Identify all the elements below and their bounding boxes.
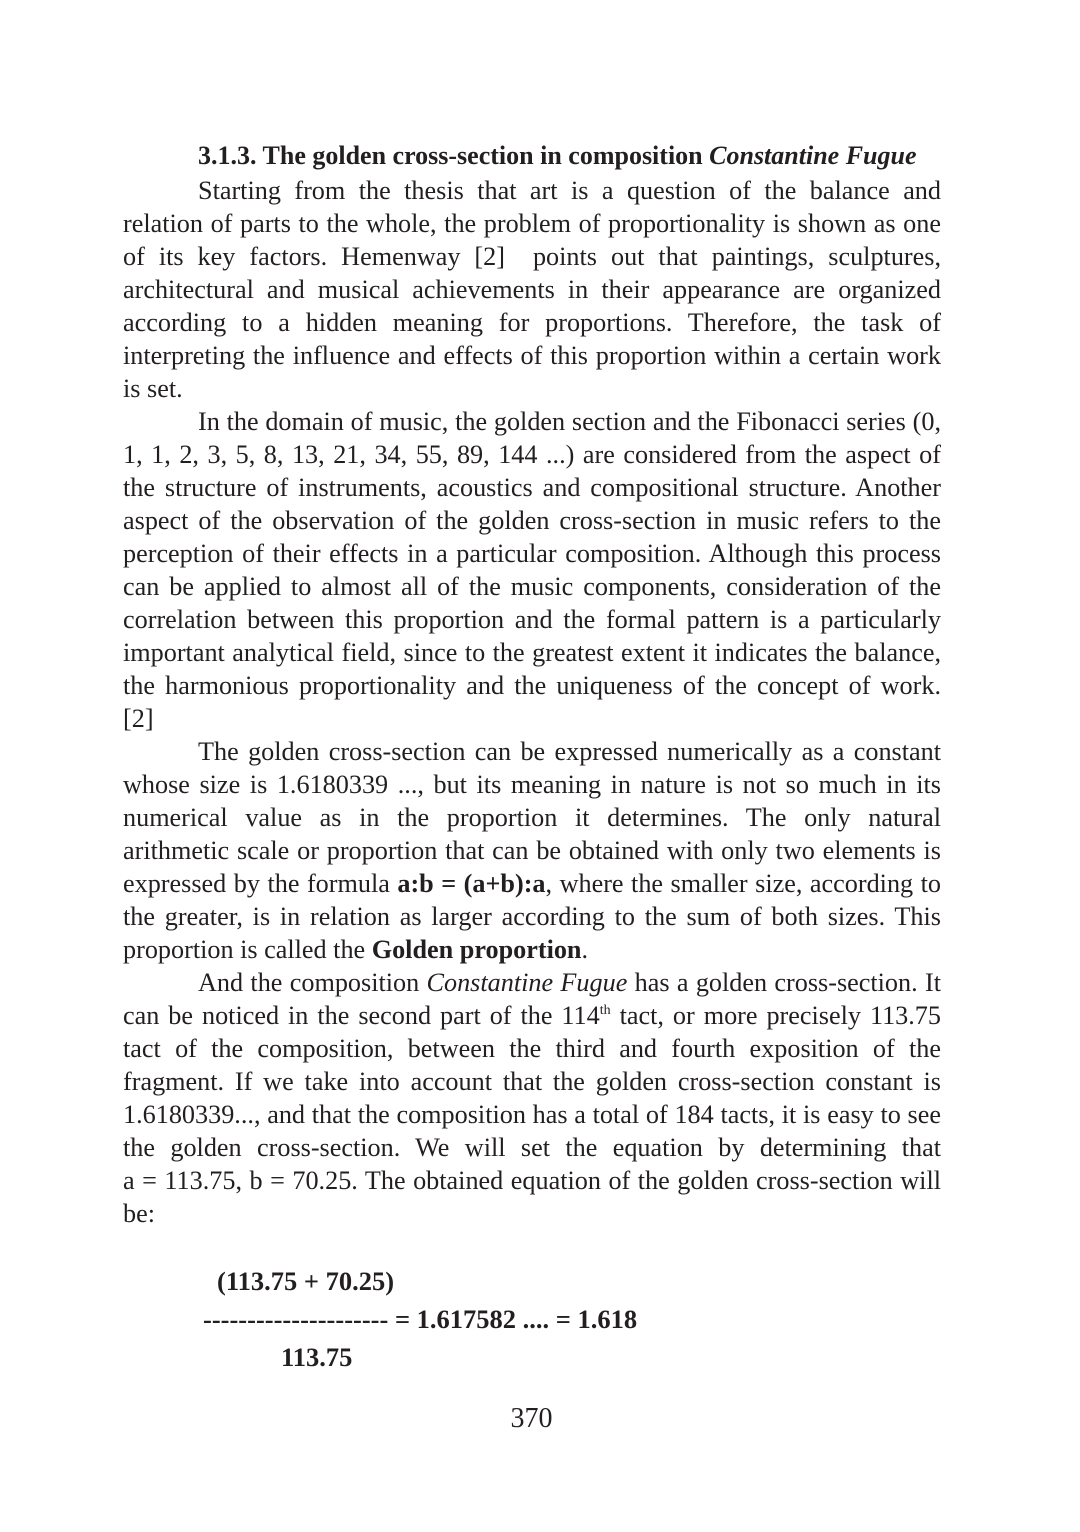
paragraph-proportionality: Starting from the thesis that art is a question of the balance and relation of parts to the whole, the problem of proportionality is shown as one of its key factors. Hemenway [2] points out that paintings, sculptures, architectural and musical achievements in their appearance are organized according to a hidden meaning for proportions. Therefore, the task of interpreting the influence and effects of this proportion within a certain work is set.	[123, 176, 941, 403]
paragraph-text: .	[581, 935, 589, 964]
section-heading-work-title: Constantine Fugue	[709, 141, 917, 170]
ordinal-superscript: th	[599, 1003, 611, 1018]
work-title: Constantine Fugue	[426, 968, 628, 997]
paragraph-text: And the composition	[198, 968, 427, 997]
paragraph-text: The golden cross-section can be expressed numerically as a constant whose size is 1.6180339 ..., but its meaning in nature is not so much in its numerical value as in the proportion it determines. The only natural arithmetic scale or proportion that can be obtained with only two elements is expressed by the formula	[123, 737, 941, 898]
page-body	[123, 138, 941, 1230]
golden-formula: a:b = (a+b):a	[397, 869, 546, 898]
golden-section-equation	[203, 1262, 637, 1376]
equation-fraction-line: ---------------------	[203, 1304, 389, 1334]
equation-numerator: (113.75 + 70.25)	[217, 1266, 395, 1296]
paragraph-text: tact, or more precisely 113.75 tact of the composition, between the third and fourth exposition of the fragment. If we take into account that the golden cross-section constant is 1.6180339..., and that the composition has a total of 184 tacts, it is easy to see the golden cross-section. We will set the equation by determining that a = 113.75, b = 70.25. The obtained equation of the golden cross-section will be:	[123, 1001, 941, 1228]
golden-proportion-term: Golden proportion	[371, 935, 582, 964]
section-heading-text: 3.1.3. The golden cross-section in composition	[198, 141, 710, 170]
equation-main-line	[203, 1300, 637, 1338]
section-heading	[123, 138, 941, 174]
paragraph-text: has a golden cross-section. It can be noticed in the second part of the 114	[123, 968, 941, 1030]
equation-result: = 1.617582 .... = 1.618	[388, 1304, 638, 1334]
paragraph-text: , where the smaller size, according to the greater, is in relation as larger according to the sum of both sizes. This proportion is called the	[123, 869, 942, 964]
paragraph-fugue-analysis	[123, 966, 941, 1230]
paragraph-fibonacci: In the domain of music, the golden section and the Fibonacci series (0, 1, 1, 2, 3, 5, 8, 13, 21, 34, 55, 89, 144 ...) are considered from the aspect of the structure of instruments, acoustics and compositional structure. Another aspect of the observation of the golden cross-section in music refers to the perception of their effects in a particular composition. Although this process can be applied to almost all of the music components, consideration of the correlation between this proportion and the formal pattern is a particularly important analytical field, since to the greatest extent it indicates the balance, the harmonious proportionality and the uniqueness of the concept of work. [2]	[123, 407, 941, 733]
equation-denominator: 113.75	[281, 1342, 353, 1372]
page-number: 370	[510, 1403, 553, 1434]
paragraph-golden-constant	[123, 735, 941, 966]
